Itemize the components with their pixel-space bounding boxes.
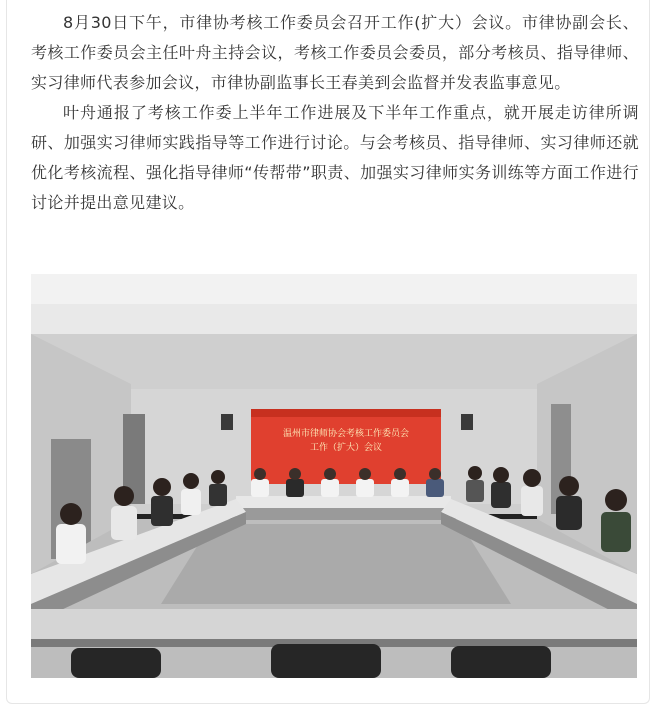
paragraph-meeting-discussion: 叶舟通报了考核工作委上半年工作进展及下半年工作重点，就开展走访律所调研、加强实习律师实践指导等工作进行讨论。与会考核员、指导律师、实习律师还就优化考核流程、强化指导律师“传帮带”职责、加强实习律师实务训练等方面工作进行讨论并提出意见建议。: [31, 103, 639, 212]
foreground-table: [31, 609, 637, 639]
screen-title-line1: 温州市律师协会考核工作委员会: [282, 429, 410, 439]
meeting-room-illustration: [31, 274, 637, 678]
paragraph-meeting-overview: 8月30日下午，市律协考核工作委员会召开工作(扩大）会议。市律协副会长、考核工作委员会主任叶舟主持会议，考核工作委员会委员，部分考核员、指导律师、实习律师代表参加会议，市律协副监事长王春美到会监督并发表监事意见。: [31, 13, 639, 92]
meeting-photo: [31, 274, 637, 678]
article-card: [6, 0, 650, 704]
screen-title-line2: 工作（扩大）会议: [309, 443, 383, 453]
head-table: [236, 496, 451, 508]
article-body: [31, 8, 639, 218]
foreground-chairs: [71, 644, 551, 678]
